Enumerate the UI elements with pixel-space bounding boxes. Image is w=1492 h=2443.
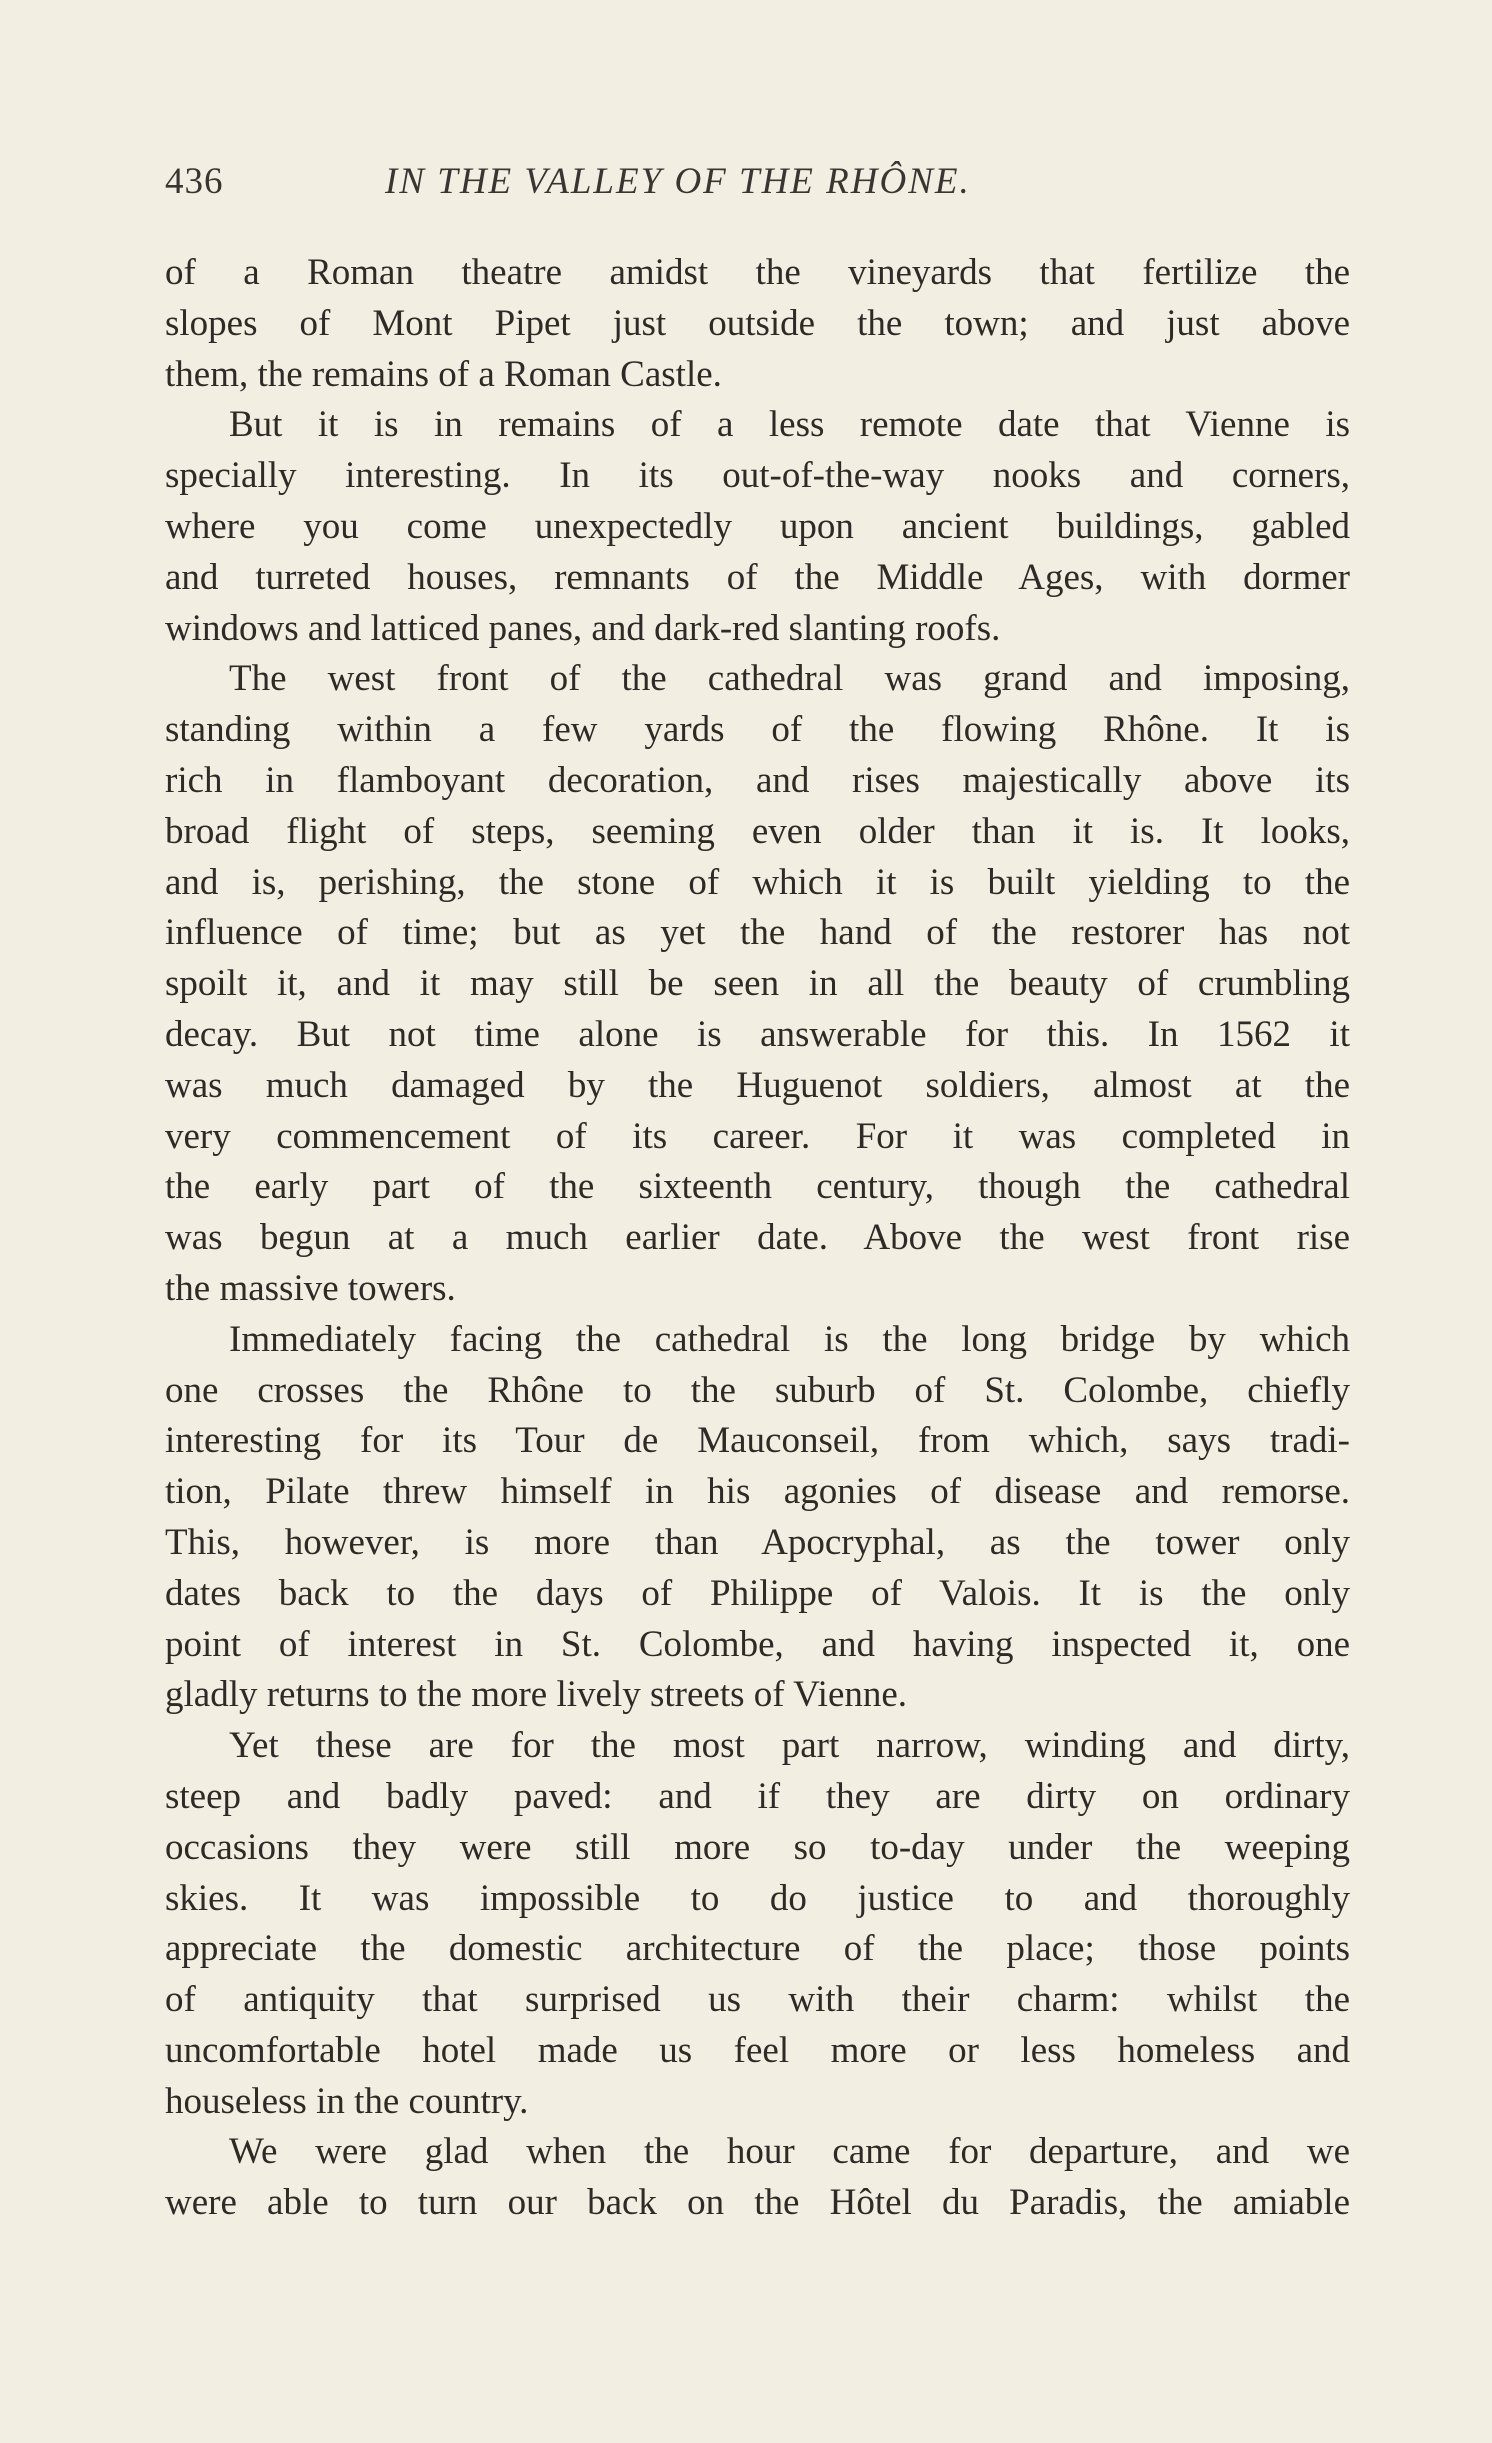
text-line: dates back to the days of Philippe of Valois. It is the only (165, 1572, 1350, 1614)
running-head (165, 160, 1350, 210)
text-line: them, the remains of a Roman Castle. (165, 353, 722, 395)
text-line: the early part of the sixteenth century, though the cathedral (165, 1166, 1350, 1208)
text-line: We were glad when the hour came for departure, and we (229, 2131, 1350, 2173)
text-line: was begun at a much earlier date. Above the west front rise (165, 1217, 1350, 1259)
text-line: The west front of the cathedral was grand and imposing, (229, 658, 1350, 700)
text-line: Yet these are for the most part narrow, winding and dirty, (229, 1725, 1350, 1767)
running-title: IN THE VALLEY OF THE RHÔNE. (385, 161, 971, 202)
text-line: where you come unexpectedly upon ancient buildings, gabled (165, 505, 1350, 547)
text-line: Immediately facing the cathedral is the long bridge by which (229, 1318, 1350, 1360)
body-text (165, 248, 1350, 2229)
text-line: of a Roman theatre amidst the vineyards that fertilize the (165, 252, 1350, 293)
text-line: spoilt it, and it may still be seen in all the beauty of crumbling (165, 963, 1350, 1005)
text-line: broad flight of steps, seeming even older than it is. It looks, (165, 810, 1350, 852)
text-line: the massive towers. (165, 1267, 456, 1309)
text-line: and turreted houses, remnants of the Middle Ages, with dormer (165, 556, 1350, 598)
text-line: houseless in the country. (165, 2080, 529, 2122)
text-line: windows and latticed panes, and dark-red slanting roofs. (165, 607, 1001, 649)
text-line: were able to turn our back on the Hôtel du Paradis, the amiable (165, 2182, 1350, 2224)
text-line: very commencement of its career. For it was completed in (165, 1115, 1350, 1157)
text-line: uncomfortable hotel made us feel more or less homeless and (165, 2029, 1350, 2071)
text-line: steep and badly paved: and if they are dirty on ordinary (165, 1775, 1350, 1817)
text-line: gladly returns to the more lively streets of Vienne. (165, 1674, 908, 1716)
text-line: But it is in remains of a less remote date that Vienne is (229, 404, 1350, 446)
text-line: point of interest in St. Colombe, and having inspected it, one (165, 1623, 1350, 1665)
text-line: one crosses the Rhône to the suburb of St. Colombe, chiefly (165, 1369, 1350, 1411)
text-line: occasions they were still more so to-day under the weeping (165, 1826, 1350, 1868)
text-line: specially interesting. In its out-of-the-way nooks and corners, (165, 455, 1350, 497)
text-line: was much damaged by the Huguenot soldiers, almost at the (165, 1064, 1350, 1106)
text-line: influence of time; but as yet the hand of the restorer has not (165, 912, 1350, 954)
text-line: slopes of Mont Pipet just outside the town; and just above (165, 302, 1350, 344)
text-line: skies. It was impossible to do justice to and thoroughly (165, 1877, 1350, 1919)
text-line: of antiquity that surprised us with their charm: whilst the (165, 1979, 1350, 2021)
text-line: decay. But not time alone is answerable for this. In 1562 it (165, 1013, 1350, 1055)
text-line: tion, Pilate threw himself in his agonies of disease and remorse. (165, 1471, 1350, 1513)
text-line: rich in flamboyant decoration, and rises majestically above its (165, 759, 1350, 801)
text-line: appreciate the domestic architecture of the place; those points (165, 1928, 1350, 1970)
text-line: standing within a few yards of the flowing Rhône. It is (165, 709, 1350, 751)
text-line: This, however, is more than Apocryphal, as the tower only (165, 1521, 1350, 1563)
text-line: interesting for its Tour de Mauconseil, from which, says tradi- (165, 1420, 1350, 1462)
text-line: and is, perishing, the stone of which it is built yielding to the (165, 861, 1350, 903)
page-number: 436 (165, 161, 224, 202)
